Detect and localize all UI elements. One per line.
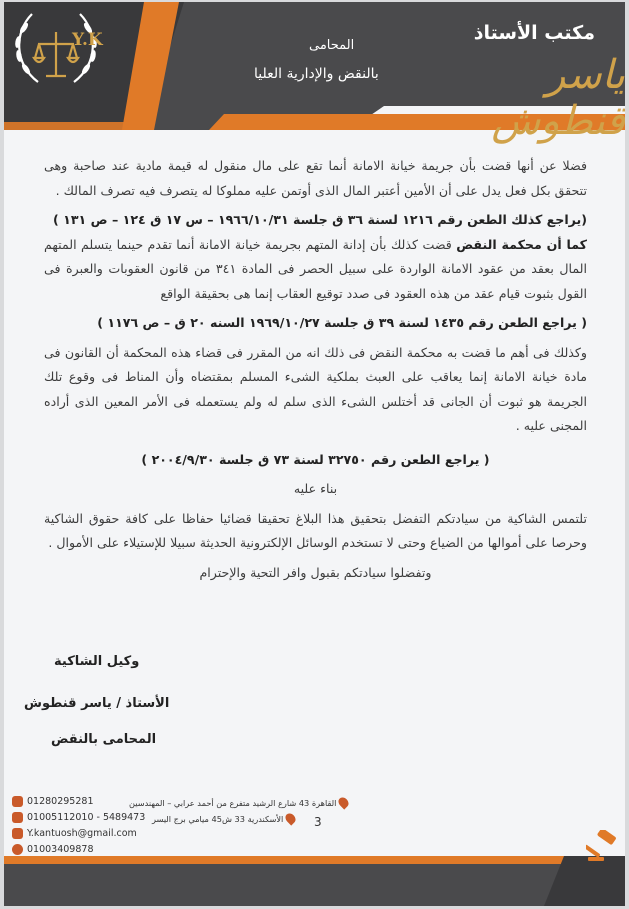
page-number: 3 xyxy=(314,815,322,829)
phone-icon xyxy=(12,796,23,807)
signature-name: الأستاذ / ياسر قنطوش xyxy=(24,696,170,711)
contact-phone-2 xyxy=(12,812,145,823)
paragraph-1: فضلا عن أنها قضت بأن جريمة خيانة الامانة أنما تقع على مال منقول له قيمة مادية عند صاحبة وهى تتحقق بكل فعل يدل على أن الأمين أعتبر المال الذى أوتمن عليه مملوكا له يتصرف فيه تصرف المالك . xyxy=(44,158,587,198)
reference-3: ( يراجع الطعن رقم ٣٢٧٥٠ لسنة ٧٣ ق جلسة ٢٠٠٤/٩/٣٠ ) xyxy=(141,451,490,467)
footer-band xyxy=(4,856,625,906)
logo-text: Y.K xyxy=(72,30,103,50)
office-title: مكتب الأستاذ xyxy=(473,22,595,44)
gavel-icon xyxy=(586,830,620,862)
signature-title: المحامى بالنقض xyxy=(51,732,157,747)
paragraph-4: تلتمس الشاكية من سيادتكم التفضل بتحقيق هذا البلاغ تحقيقا قضائيا حفاظا على كافة حقوق الشاكية وحرصا على أموالها من الضياع وحتى لا تستخدم الوسائل الإلكترونية الحديثة سبيلا للإستيلاء على الأموال . xyxy=(44,510,587,550)
lawyer-title: المحامى xyxy=(309,38,355,53)
email-icon xyxy=(12,828,23,839)
address-cairo-text: القاهرة 43 شارع الرشيد متفرع من أحمد عرابي – المهندسين xyxy=(129,797,337,808)
paragraph-2-lead: كما أن محكمة النقض xyxy=(456,236,587,252)
signature-role: وكيل الشاكية xyxy=(54,654,140,669)
reference-2: ( يراجع الطعن رقم ١٤٣٥ لسنة ٣٩ ق جلسة ١٩٦٩/١٠/٢٧ السنه ٢٠ ق – ص ١١٧٦ ) xyxy=(97,315,587,330)
letterhead xyxy=(4,2,625,142)
address-cairo xyxy=(129,797,348,808)
whatsapp-text: 01003409878 xyxy=(27,844,94,855)
reference-1: (يراجع كذلك الطعن رقم ١٢١٦ لسنة ٣٦ ق جلسة ١٩٦٦/١٠/٣١ – س ١٧ ق ١٢٤ – ص ١٣١ ) xyxy=(53,212,587,227)
paragraph-3: وكذلك فى أهم ما قضت به محكمة النقض فى ذلك انه من المقرر فى قضاء هذه المحكمة أن القانون فى مادة خيانة الامانة إنما يعاقب على العبث بملكية الشىء المسلم بمقتضاه وأن المناط فى وقوع تلك الجريمة هو ثبوت أن الجانى قد أختلس الشىء الذى سلم له ولم يستعمله فى الأمر المعين الذى أراده المجنى عليه . xyxy=(44,344,587,433)
email-text[interactable]: Y.kantuosh@gmail.com xyxy=(27,828,137,839)
therefore-heading: بناء عليه xyxy=(293,481,338,496)
address-alexandria xyxy=(152,813,295,824)
letter-page xyxy=(4,2,625,906)
contact-email[interactable] xyxy=(12,828,137,839)
contact-whatsapp xyxy=(12,844,94,855)
phone-icon xyxy=(12,812,23,823)
location-pin-icon xyxy=(284,811,298,825)
court-line: بالنقض والإدارية العليا xyxy=(254,66,379,82)
name-signature: ياسر قنطوش xyxy=(491,52,625,144)
paragraph-2 xyxy=(44,233,587,307)
phone-1-text: 01280295281 xyxy=(27,796,94,807)
location-pin-icon xyxy=(337,795,351,809)
closing-line: وتفضلوا سيادتكم بقبول وافر التحية والإحترام xyxy=(199,564,432,580)
address-alexandria-text: الأسكندرية 33 ش45 ميامي برج اليسر xyxy=(152,813,284,824)
whatsapp-icon xyxy=(12,844,23,855)
phone-2-text: 01005112010 - 5489473 xyxy=(27,812,146,823)
paragraph-2-text: قضت كذلك بأن إدانة المتهم بجريمة خيانة الامانة أنما تقدم حينما يتسلم المتهم المال بعقد من عقود الامانة الواردة على سبيل الحصر فى المادة ٣٤١ من قانون العقوبات والعبرة فى القول بثبوت قيام عقد من هذه العقود فى صدد توقيع العقاب إنما هى بحقيقة الواقع xyxy=(44,236,588,301)
contact-phone-1 xyxy=(12,796,94,807)
letter-body xyxy=(44,154,587,585)
